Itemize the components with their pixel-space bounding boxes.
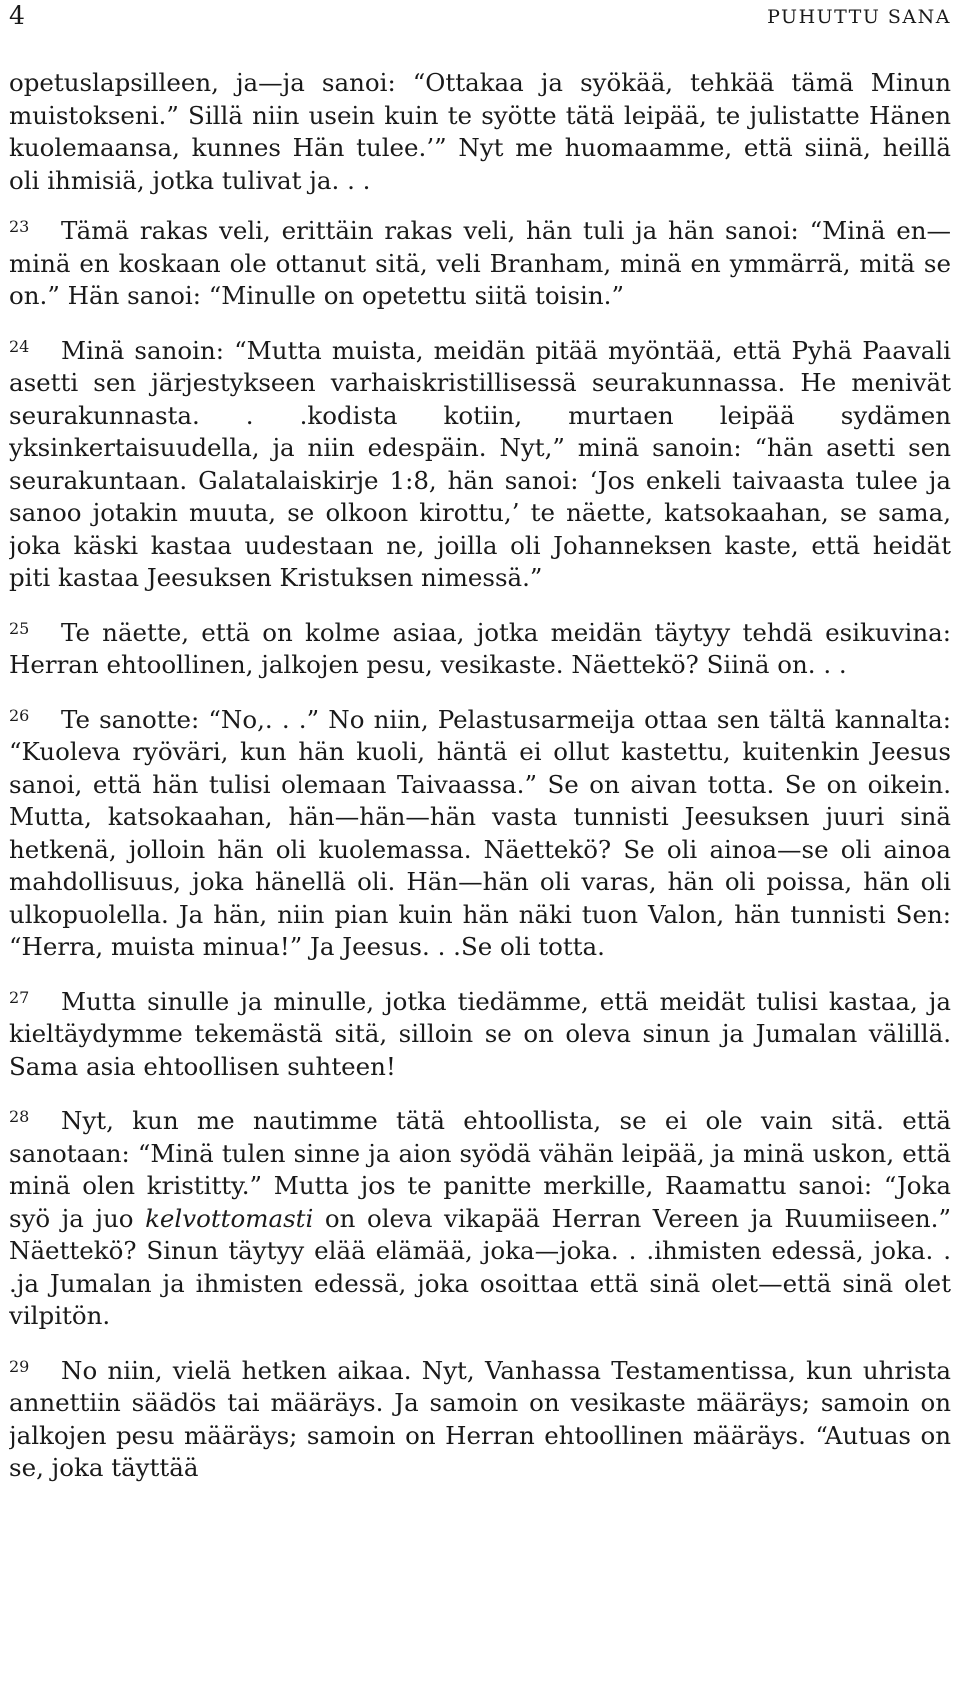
paragraph-text-after: on oleva vikapää Herran Vereen ja Ruumiiseen.” Näettekö? Sinun täytyy elää elämää, joka—joka. . .ihmisten edessä, joka. . .ja Jumalan ja ihmisten edessä, joka osoittaa että sinä olet—että sinä olet vilpitön.: [9, 1203, 951, 1330]
paragraph-text-before: Nyt, kun me nautimme tätä ehtoollista, se ei ole vain sitä. että sanotaan: “Minä tulen sinne ja aion syödä vähän leipää, ja minä uskon, että minä olen kristitty.” Mutta jos te panitte merkille, Raamattu sanoi: “Joka syö ja juo: [9, 1106, 951, 1233]
paragraph-25: 25 Te näette, että on kolme asiaa, jotka meidän täytyy tehdä esikuvina: Herran ehtoollinen, jalkojen pesu, vesikaste. Näettekö? Siinä on. . .: [9, 617, 951, 679]
paragraph-text: Mutta sinulle ja minulle, jotka tiedämme, että meidät tulisi kastaa, ja kieltäydymme tekemästä sitä, silloin se on oleva sinun ja Jumalan välillä. Sama asia ehtoollisen suhteen!: [9, 986, 951, 1081]
paragraph-24: 24 Minä sanoin: “Mutta muista, meidän pitää myöntää, että Pyhä Paavali asetti sen järjestykseen varhaiskristillisessä seurakunnassa. He menivät seurakunnasta. . .kodista kotiin, murtaen leipää sydämen yksinkertaisuudella, ja niin edespäin. Nyt,” minä sanoin: “hän asetti sen seurakuntaan. Galatalaiskirje 1:8, hän sanoi: ‘Jos enkeli taivaasta tulee ja sanoo jotakin muuta, se olkoon kirottu,’ te näette, katsokaahan, se sama, joka käski kastaa uudestaan ne, joilla oli Johanneksen kaste, että heidät piti kastaa Jeesuksen Kristuksen nimessä.”: [9, 335, 951, 592]
paragraph-29: 29 No niin, vielä hetken aikaa. Nyt, Vanhassa Testamentissa, kun uhrista annettiin säädös tai määräys. Ja samoin on vesikaste määräys; samoin on jalkojen pesu määräys; samoin on Herran ehtoollinen määräys. “Autuas on se, joka täyttää: [9, 1355, 951, 1482]
paragraph-text: Minä sanoin: “Mutta muista, meidän pitää myöntää, että Pyhä Paavali asetti sen järjestykseen varhaiskristillisessä seurakunnassa. He menivät seurakunnasta. . .kodista kotiin, murtaen leipää sydämen yksinkertaisuudella, ja niin edespäin. Nyt,” minä sanoin: “hän asetti sen seurakuntaan. Galatalaiskirje 1:8, hän sanoi: ‘Jos enkeli taivaasta tulee ja sanoo jotakin muuta, se olkoon kirottu,’ te näette, katsokaahan, se sama, joka käski kastaa uudestaan ne, joilla oli Johanneksen kaste, että heidät piti kastaa Jeesuksen Kristuksen nimessä.”: [9, 335, 951, 592]
paragraph-28: 28 Nyt, kun me nautimme tätä ehtoollista, se ei ole vain sitä. että sanotaan: “Minä tulen sinne ja aion syödä vähän leipää, ja minä uskon, että minä olen kristitty.” Mutta jos te panitte merkille, Raamattu sanoi: “Joka syö ja juo kelvottomasti on oleva vikapää Herran Vereen ja Ruumiiseen.” Näettekö? Sinun täytyy elää elämää, joka—joka. . .ihmisten edessä, joka. . .ja Jumalan ja ihmisten edessä, joka osoittaa että sinä olet—että sinä olet vilpitön.: [9, 1106, 951, 1330]
paragraph-text: Te sanotte: “No,. . .” No niin, Pelastusarmeija ottaa sen tältä kannalta: “Kuoleva ryöväri, kun hän kuoli, häntä ei ollut kastettu, kuitenkin Jeesus sanoi, että hän tulisi olemaan Taivaassa.” Se on aivan totta. Se on oikein. Mutta, katsokaahan, hän—hän—hän vasta tunnisti Jeesuksen juuri sinä hetkenä, jolloin hän oli kuolemassa. Näettekö? Se oli ainoa—se oli ainoa mahdollisuus, joka hänellä oli. Hän—hän oli varas, hän oli poissa, hän oli ulkopuolella. Ja hän, niin pian kuin hän näki tuon Valon, hän tunnisti Sen: “Herra, muista minua!” Ja Jeesus. . .Se oli totta.: [9, 704, 951, 961]
paragraph-text: opetuslapsilleen, ja—ja sanoi: “Ottakaa ja syökää, tehkää tämä Minun muistokseni.” Sillä niin usein kuin te syötte tätä leipää, te julistatte Hänen kuolemaansa, kunnes Hän tulee.’” Nyt me huomaamme, että siinä, heillä oli ihmisiä, jotka tulivat ja. . .: [9, 68, 951, 195]
page-header: [9, 0, 951, 44]
paragraph-26: 26 Te sanotte: “No,. . .” No niin, Pelastusarmeija ottaa sen tältä kannalta: “Kuoleva ryöväri, kun hän kuoli, häntä ei ollut kastettu, kuitenkin Jeesus sanoi, että hän tulisi olemaan Taivaassa.” Se on aivan totta. Se on oikein. Mutta, katsokaahan, hän—hän—hän vasta tunnisti Jeesuksen juuri sinä hetkenä, jolloin hän oli kuolemassa. Näettekö? Se oli ainoa—se oli ainoa mahdollisuus, joka hänellä oli. Hän—hän oli varas, hän oli poissa, hän oli ulkopuolella. Ja hän, niin pian kuin hän näki tuon Valon, hän tunnisti Sen: “Herra, muista minua!” Ja Jeesus. . .Se oli totta.: [9, 704, 951, 961]
document-page: [9, 0, 951, 1707]
paragraph-text: Te näette, että on kolme asiaa, jotka meidän täytyy tehdä esikuvina: Herran ehtoollinen, jalkojen pesu, vesikaste. Näettekö? Siinä on. . .: [9, 617, 951, 679]
paragraph-text: No niin, vielä hetken aikaa. Nyt, Vanhassa Testamentissa, kun uhrista annettiin säädös tai määräys. Ja samoin on vesikaste määräys; samoin on jalkojen pesu määräys; samoin on Herran ehtoollinen määräys. “Autuas on se, joka täyttää: [9, 1355, 951, 1482]
paragraph-text-italic: kelvottomasti: [145, 1203, 314, 1233]
paragraph-text: Tämä rakas veli, erittäin rakas veli, hän tuli ja hän sanoi: “Minä en—minä en koskaan ole ottanut sitä, veli Branham, minä en ymmärrä, mitä se on.” Hän sanoi: “Minulle on opetettu siitä toisin.”: [9, 216, 951, 310]
paragraph-23: 23 Tämä rakas veli, erittäin rakas veli, hän tuli ja hän sanoi: “Minä en—minä en koskaan ole ottanut sitä, veli Branham, minä en ymmärrä, mitä se on.” Hän sanoi: “Minulle on opetettu siitä toisin.”: [9, 216, 951, 310]
page-number: 4: [9, 1, 25, 30]
body-text: [9, 67, 951, 1507]
paragraph-27: 27 Mutta sinulle ja minulle, jotka tiedämme, että meidät tulisi kastaa, ja kieltäydymme tekemästä sitä, silloin se on oleva sinun ja Jumalan välillä. Sama asia ehtoollisen suhteen!: [9, 986, 951, 1081]
paragraph-continuation: [9, 67, 951, 197]
running-head: PUHUTTU SANA: [767, 6, 951, 28]
